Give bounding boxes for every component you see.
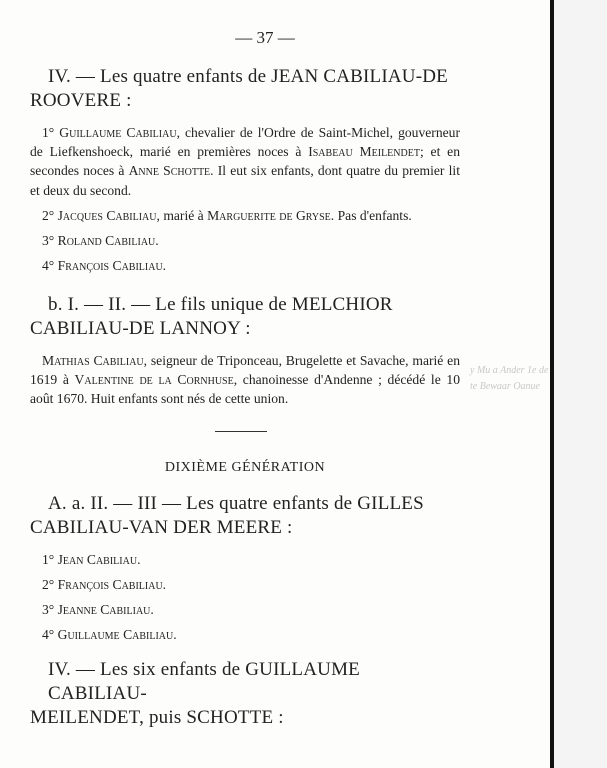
heading-line: CABILIAU-VAN DER MEERE : [30, 516, 293, 538]
entry-roland: 3° Roland Cabiliau. [42, 233, 159, 249]
heading-line: MEILENDET, puis SCHOTTE : [30, 706, 284, 728]
heading-line: IV. — Les quatre enfants de JEAN CABILIAU-DE [48, 66, 448, 87]
heading-line: CABILIAU-DE LANNOY : [30, 318, 251, 340]
page-number: — 37 — [235, 28, 295, 47]
entry-guillaume: 1° Guillaume Cabiliau, chevalier de l'Ordre de Saint-Michel, gouverneur de Liefkenshoeck, marié en premières noces à Isabeau Meilendet; et en secondes noces à Anne Schotte. Il eut six enfants, dont quatre du premier lit et deux du second. [30, 125, 460, 198]
entry-jean: 1° Jean Cabiliau. [42, 551, 141, 567]
section-b-heading [30, 293, 460, 341]
section-iv2-heading [30, 658, 460, 730]
heading-line: b. I. — II. — Le fils unique de MELCHIOR [48, 294, 393, 316]
heading-line: IV. — Les six enfants de GUILLAUME CABILIAU- [48, 658, 360, 704]
handwritten-margin-note: y Mu a Ander 1e de te Bewaar Oanue [470, 365, 549, 392]
section-iv-heading [30, 65, 460, 113]
entry-jeanne: 3° Jeanne Cabiliau. [42, 601, 154, 617]
entry-guillaume-2: 4° Guillaume Cabiliau. [42, 626, 177, 642]
page-content [30, 28, 460, 740]
heading-line: A. a. II. — III — Les quatre enfants de GILLES [48, 492, 424, 514]
entry-francois: 4° François Cabiliau. [42, 258, 167, 274]
entry-francois-2: 2° François Cabiliau. [42, 576, 167, 592]
section-divider [215, 431, 267, 432]
generation-title: DIXIÈME GÉNÉRATION [164, 459, 326, 475]
heading-line: ROOVERE : [30, 90, 132, 111]
section-a-heading [30, 492, 460, 540]
entry-jacques: 2° Jacques Cabiliau, marié à Marguerite de Gryse. Pas d'enfants. [42, 207, 412, 223]
entry-mathias: Mathias Cabiliau, seigneur de Triponceau, Brugelette et Savache, marié en 1619 à Valentine de la Cornhuse, chanoinesse d'Andenne ; décédé le 10 août 1670. Huit enfants sont nés de cette union. [30, 353, 460, 407]
